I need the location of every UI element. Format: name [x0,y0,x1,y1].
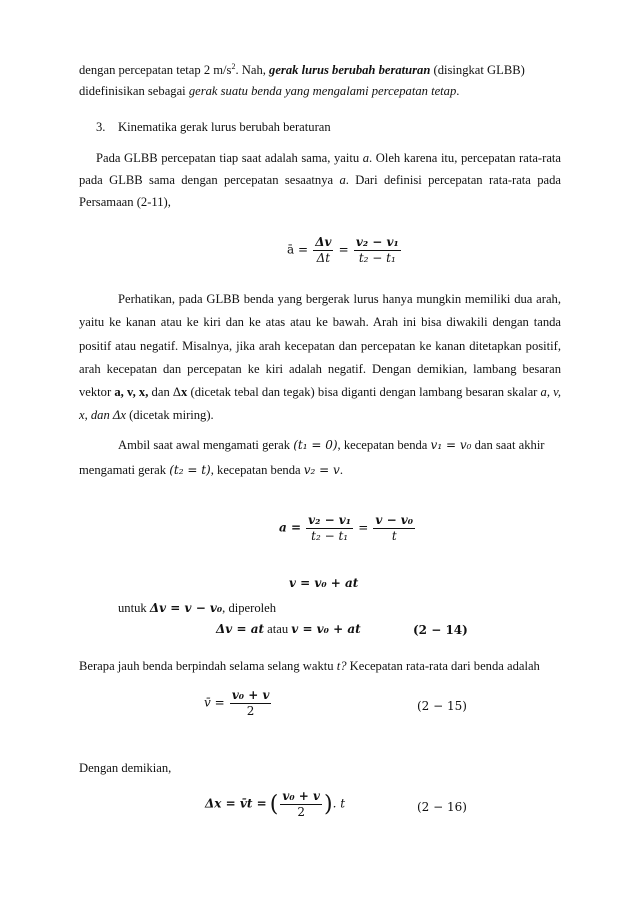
intro-text: didefinisikan sebagai [79,84,189,98]
para-text: Pada GLBB percepatan tiap saat adalah sama, yaitu [96,151,363,165]
eq-lhs: ā = [287,242,309,257]
question-line [79,656,540,676]
paragraph-direction [79,288,561,428]
paren-close: ) [324,792,333,817]
paragraph-initial-line1 [118,435,545,455]
eq-equals: = [338,242,349,257]
para-text: (dicetak miring). [125,408,214,423]
para-text: , kecepatan benda [337,438,431,452]
equation-2-16 [205,789,345,820]
fraction [280,789,322,820]
vector-x: x [181,385,188,400]
eq-numerator: Δv [315,235,332,249]
para-text: . Dari definisi percepatan rata-rata pada Persamaan (2-11), [79,173,562,209]
eq-numerator: v₀ + v [282,789,320,803]
fraction [230,688,272,719]
eq-numerator: v₂ − v₁ [355,235,399,249]
equation-number-2-14: (2 − 14) [413,623,468,637]
intro-line-1 [79,57,561,80]
equation-2-14 [216,622,361,637]
math-inline: Δv = v − v₀ [149,601,223,615]
equation-number-2-16: (2 − 16) [417,800,467,814]
eq-numerator: v − v₀ [375,513,414,527]
para-text: . Oleh karena itu, percepatan rata-rata pada GLBB sama dengan percepatan sesaatnya [79,151,561,187]
eq-numerator: v₂ − v₁ [308,513,352,527]
vector-symbols: a, v, x, [114,385,149,400]
equation-velocity: v = v₀ + at [289,576,359,590]
intro-text: dengan percepatan tetap 2 m/s [79,63,232,78]
scalar-symbols: a, v, x, dan Δx [79,385,561,423]
eq-denominator: t [391,529,397,543]
eq-denominator: 2 [297,805,305,819]
fraction [313,235,333,266]
intro-text: (disingkat GLBB) [430,63,525,78]
equation-2-15 [204,688,273,719]
eq-lhs: v̄ = [204,695,225,710]
para-text: dan saat akhir [471,438,545,452]
para-text: , diperoleh [222,601,277,615]
eq-lhs: a = [279,520,302,535]
eq-lhs: Δx = v̄t = [205,796,267,811]
math-inline: v₂ = v [303,463,340,477]
para-text: Kecepatan rata-rata dari benda adalah [346,659,540,673]
paren-open: ( [269,792,279,817]
equation-acceleration [279,513,417,544]
equation-average-acceleration [287,235,403,266]
para-text: dan Δ [148,385,182,400]
section-number: 3. [96,120,106,134]
para-text: untuk [118,601,150,615]
untuk-line [118,598,276,618]
paragraph-initial-line2 [79,460,343,480]
section-heading [96,117,331,137]
intro-superscript: 2 [231,62,236,71]
dengan-line: Dengan demikian, [79,761,172,775]
math-inline: v₁ = v₀ [430,438,472,452]
intro-text: . Nah, [235,63,270,78]
eq-denominator: Δt [316,251,331,265]
para-text: mengamati gerak [79,463,170,477]
para-text: . [339,463,343,477]
eq-denominator: t₂ − t₁ [311,529,349,543]
symbol-t: t? [336,659,347,673]
symbol-a: a [362,151,370,165]
para-text: Berapa jauh benda berpindah selama selang waktu [79,659,337,673]
fraction [373,513,415,544]
glbb-term: gerak lurus berubah beraturan [269,63,431,78]
equation-number-2-15: (2 − 15) [417,699,467,713]
eq-denominator: 2 [246,704,255,718]
glbb-definition: gerak suatu benda yang mengalami percepatan tetap [188,84,457,98]
fraction [354,235,401,266]
para-text: , kecepatan benda [210,463,304,477]
para-text: Perhatikan, pada GLBB benda yang bergerak lurus hanya mungkin memiliki dua arah, yaitu ke kanan atau ke kiri dan ke atas atau ke bawah. Arah ini bisa diwakili dengan tanda positif atau negatif. Misalnya, jika arah kecepatan dan percepatan ke kanan ditetapkan positif, arah kecepatan dan percepatan ke kiri adalah negatif. Dengan demikian, lambang besaran vektor [79,292,561,400]
math-inline: (t₂ = t) [169,463,211,477]
math-inline: Δv = at [216,622,265,636]
eq-numerator: v₀ + v [231,688,270,702]
section-title: Kinematika gerak lurus berubah beraturan [118,120,331,134]
intro-line-2 [79,81,459,101]
eq-denominator: t₂ − t₁ [358,251,396,265]
math-inline: (t₁ = 0) [293,438,338,452]
fraction [306,513,353,544]
para-text: atau [264,622,292,636]
para-text: Ambil saat awal mengamati gerak [118,438,294,452]
symbol-a: a [339,173,346,187]
eq-tail: . t [332,796,346,811]
math-inline: v = v₀ + at [291,622,361,636]
eq-equals: = [358,520,369,535]
intro-text: . [456,84,460,98]
paragraph-glbb [79,147,561,213]
para-text: (dicetak tebal dan tegak) bisa diganti dengan lambang besaran skalar [187,385,541,400]
